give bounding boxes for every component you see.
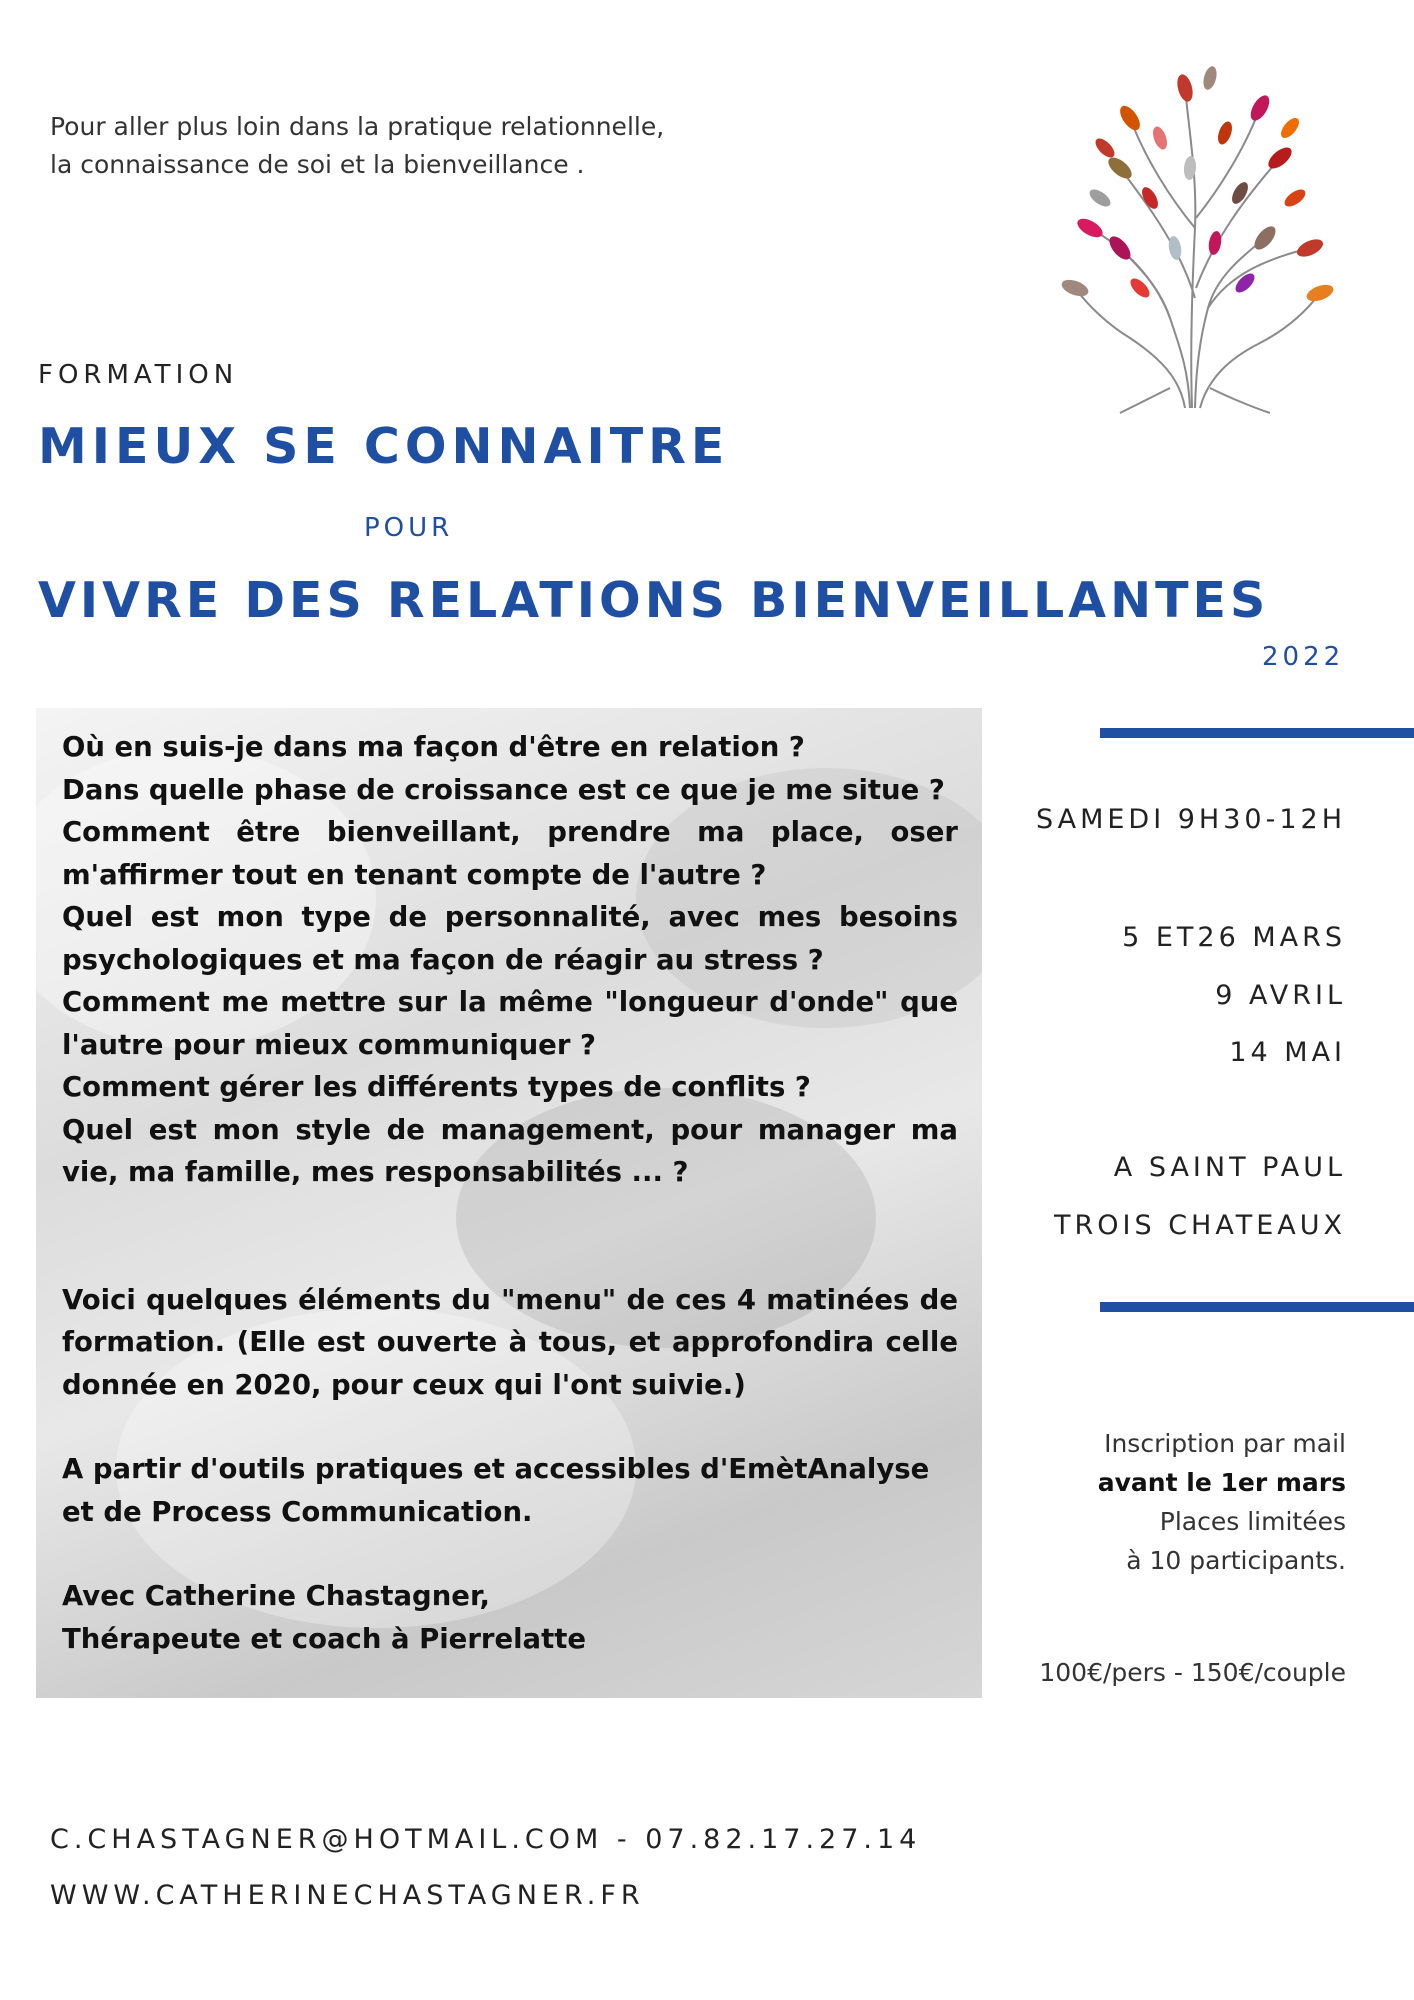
price: 100€/pers - 150€/couple	[1039, 1658, 1346, 1687]
schedule: SAMEDI 9H30-12H	[1035, 804, 1346, 835]
inscription-deadline: avant le 1er mars	[1097, 1468, 1346, 1497]
question-5: Comment me mettre sur la même "longueur d'onde" que l'autre pour mieux communiquer ?	[62, 986, 958, 1061]
date-1: 5 ET26 MARS	[1122, 922, 1346, 953]
contact-info[interactable]: C.CHASTAGNER@HOTMAIL.COM - 07.82.17.27.14	[50, 1824, 922, 1855]
question-6: Comment gérer les différents types de conflits ?	[62, 1071, 811, 1103]
question-2: Dans quelle phase de croissance est ce que je me situe ?	[62, 773, 945, 806]
intro-line-2: la connaissance de soi et la bienveillance .	[50, 150, 585, 179]
menu-text: Voici quelques éléments du "menu" de ces 4 matinées de formation. (Elle est ouverte à tous, et approfondira celle donnée en 2020, pour ceux qui l'ont suivie.)	[62, 1283, 958, 1401]
trainer-name: Avec Catherine Chastagner,	[62, 1580, 490, 1612]
inscription-label: Inscription par mail	[1104, 1429, 1346, 1458]
formation-label: FORMATION	[38, 360, 239, 390]
tree-icon	[1030, 48, 1360, 420]
location-line-2: TROIS CHATEAUX	[1054, 1210, 1346, 1241]
date-2: 9 AVRIL	[1215, 980, 1346, 1011]
question-7: Quel est mon style de management, pour manager ma vie, ma famille, mes responsabilités ... ?	[62, 1113, 958, 1188]
year-label: 2022	[1262, 642, 1345, 672]
intro-line-1: Pour aller plus loin dans la pratique relationnelle,	[50, 112, 665, 141]
location-line-1: A SAINT PAUL	[1113, 1152, 1346, 1183]
inscription-info	[1098, 1424, 1346, 1580]
question-4: Quel est mon type de personnalité, avec mes besoins psychologiques et ma façon de réagir au stress ?	[62, 901, 958, 976]
trainer-role: Thérapeute et coach à Pierrelatte	[62, 1622, 587, 1655]
title-secondary: VIVRE DES RELATIONS BIENVEILLANTES	[38, 572, 1270, 629]
question-1: Où en suis-je dans ma façon d'être en relation ?	[62, 731, 805, 763]
date-3: 14 MAI	[1229, 1037, 1346, 1068]
places-limit-2: à 10 participants.	[1126, 1546, 1346, 1575]
description-panel	[36, 708, 982, 1698]
pour-label: POUR	[364, 513, 454, 543]
tools-text: A partir d'outils pratiques et accessibles d'EmètAnalyse et de Process Communication.	[62, 1453, 930, 1528]
website-link[interactable]: WWW.CATHERINECHASTAGNER.FR	[50, 1880, 645, 1911]
question-3: Comment être bienveillant, prendre ma place, oser m'affirmer tout en tenant compte de l'autre ?	[62, 816, 958, 891]
intro-text	[50, 108, 664, 184]
divider-top	[1100, 728, 1414, 738]
divider-bottom	[1100, 1302, 1414, 1312]
places-limit-1: Places limitées	[1159, 1507, 1346, 1536]
panel-text	[62, 726, 958, 1660]
title-main: MIEUX SE CONNAITRE	[38, 418, 730, 475]
